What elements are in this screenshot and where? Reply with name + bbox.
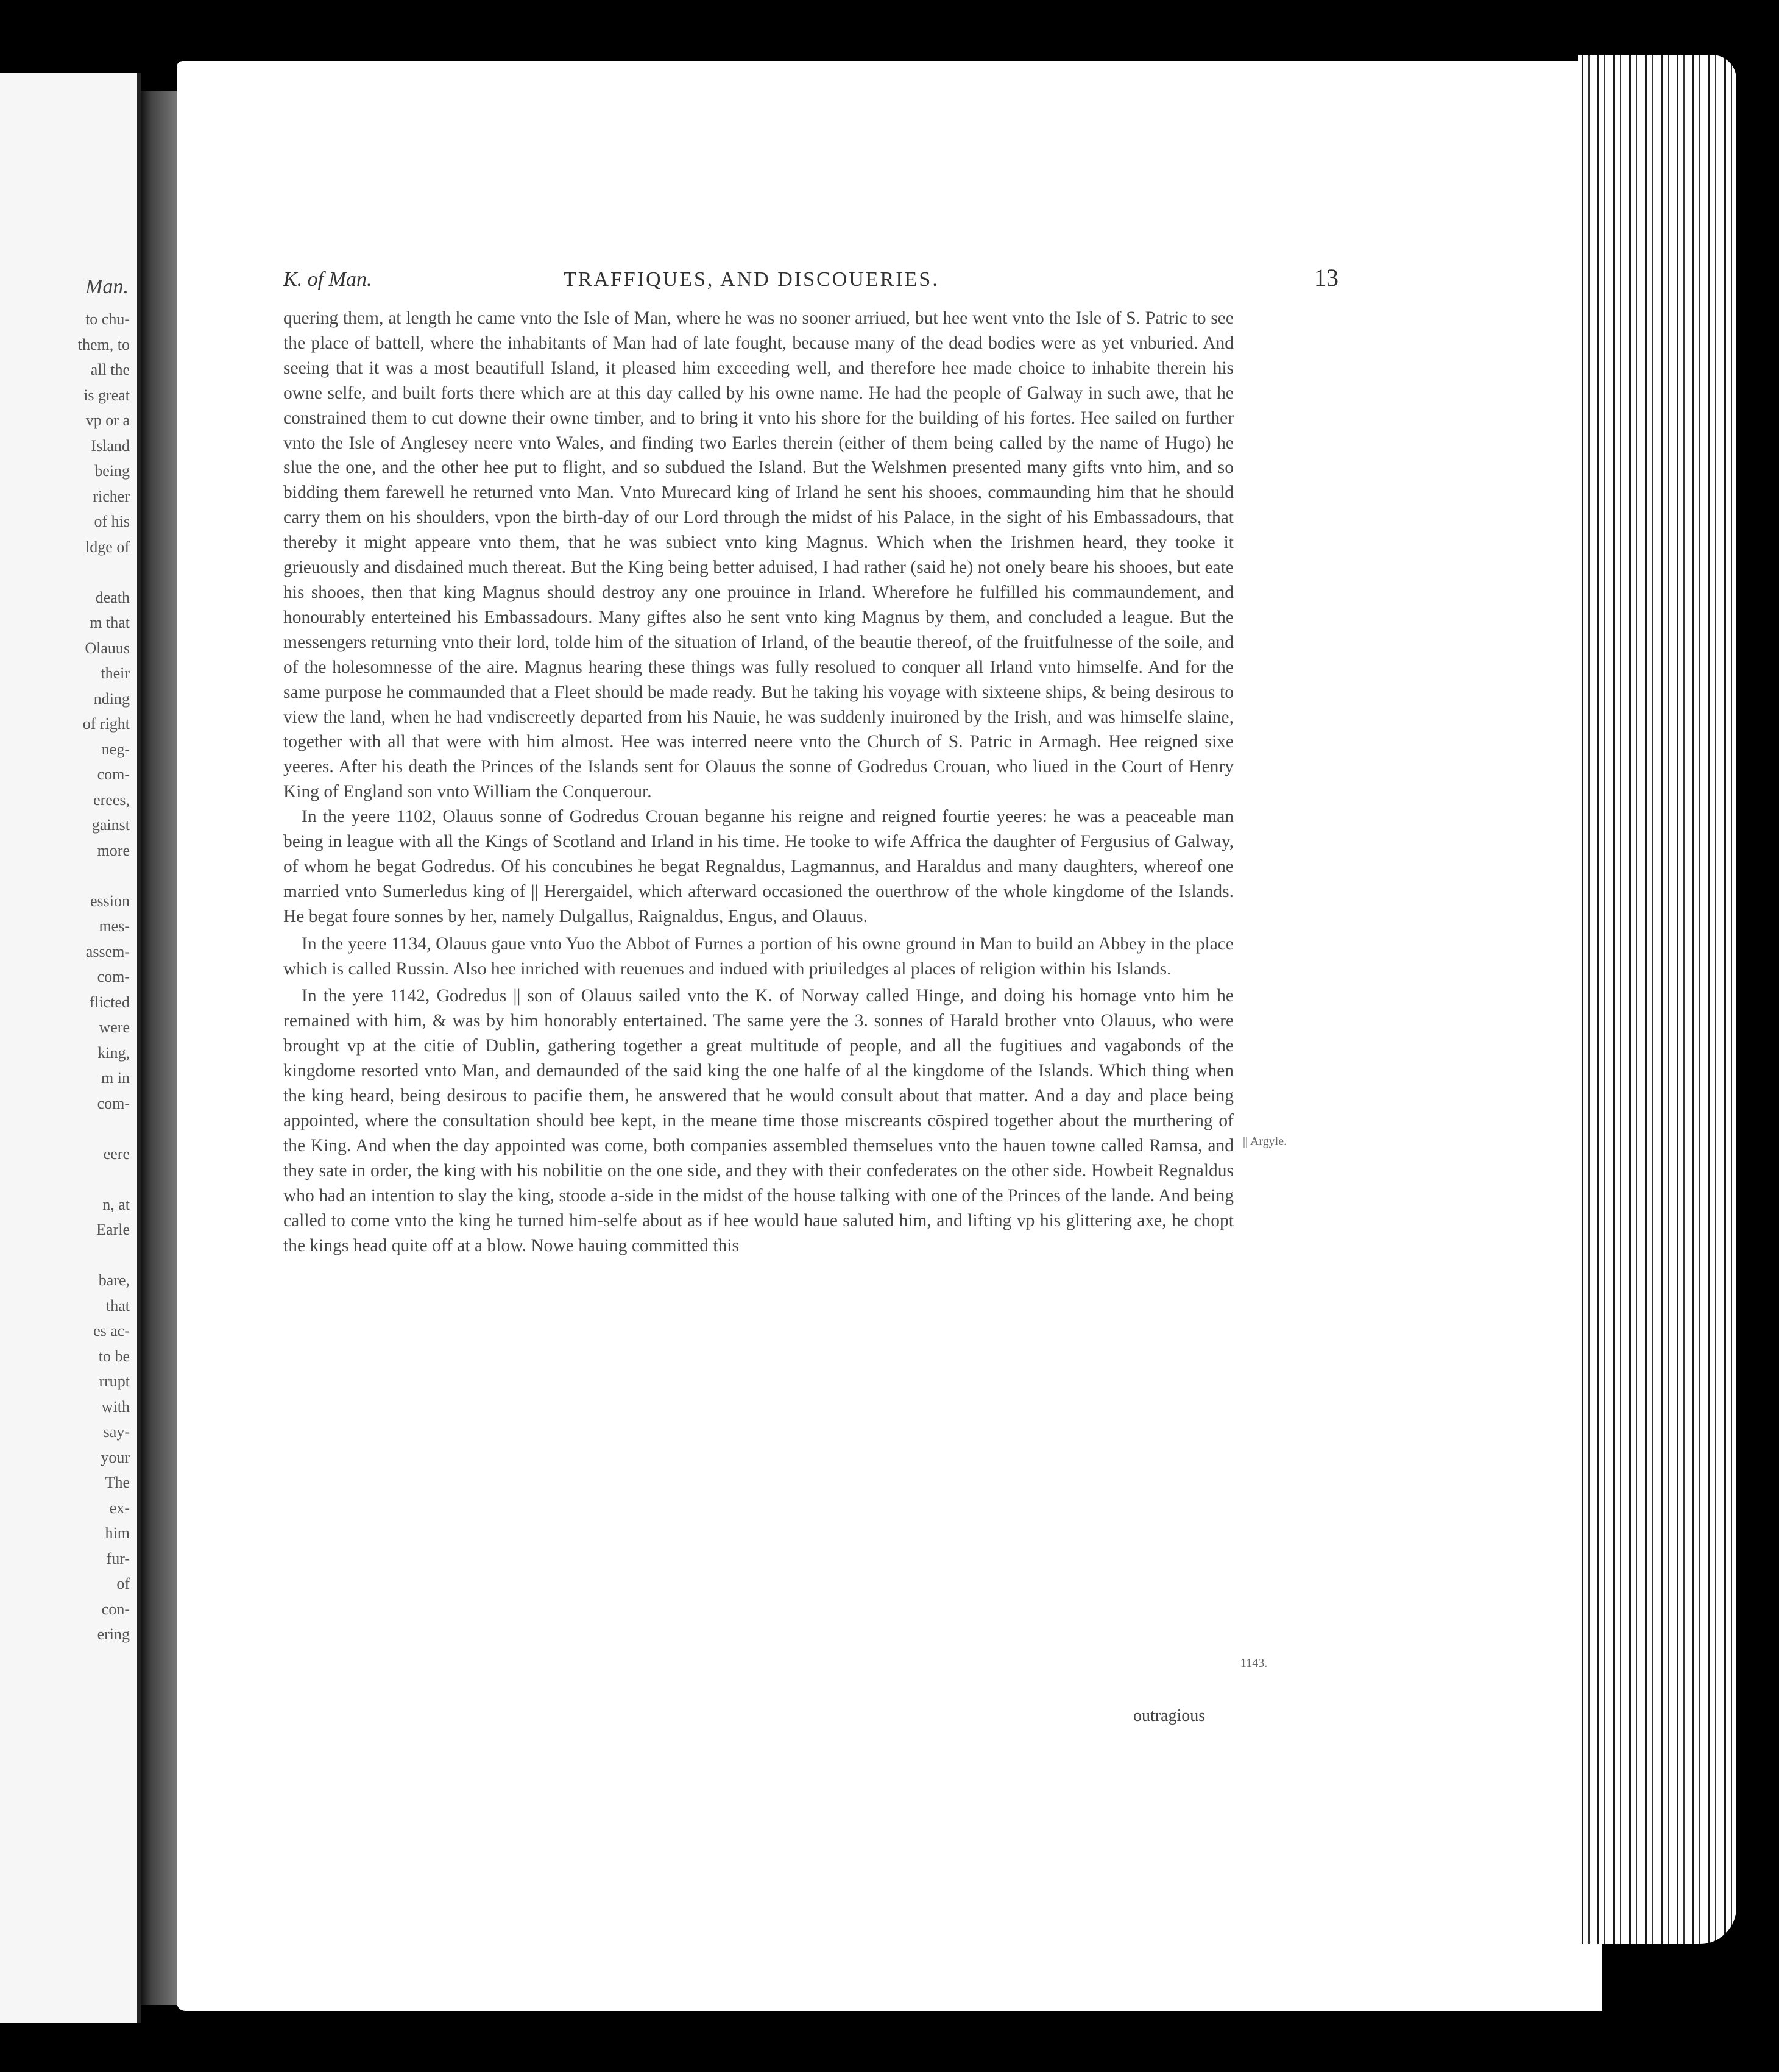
left-page-line: is great <box>83 386 130 404</box>
left-page-line: bare, <box>98 1271 130 1289</box>
left-page-line: flicted <box>89 993 130 1011</box>
running-head <box>283 264 1339 305</box>
left-page-line: all the <box>90 361 130 378</box>
book-fore-edge <box>1578 55 1736 1944</box>
left-page-line: him <box>105 1524 130 1542</box>
paragraph: In the yere 1142, Godredus || son of Olauus sailed vnto the K. of Norway called Hinge, and doing his homage vnto him he remained with him, & was by him honorably entertained. The same yere the 3. sonnes of Harald brother vnto Olauus, who were brought vp at the citie of Dublin, gathering together a great multitude of people, and all the fugitiues and vagabonds of the kingdome resorted vnto Man, and demaunded of the said king the one halfe of al the kingdome of the Islands. Which thing when the king heard, being desirous to pacifie them, he answered that he would consult about that matter. And a day and place being appointed, where the consultation should bee kept, in the meane time those miscreants cōspired together about the murthering of the King. And when the day appointed was come, both companies assembled themselues vnto the hauen towne called Ramsa, and they sate in order, the king with his nobilitie on the one side, and they with their confederates on the other side. Howbeit Regnaldus who had an intention to slay the king, stoode a-side in the midst of the house talking with one of the Princes of the lande. And being called to come vnto the king he turned him-selfe about as if hee would haue saluted him, and lifting vp his glittering axe, he chopt the kings head quite off at a blow. Nowe hauing committed this <box>283 986 1234 1255</box>
left-page-line: ering <box>97 1625 130 1643</box>
margin-note-argyle: || Argyle. <box>1243 1135 1287 1148</box>
left-page-line: com- <box>97 968 130 985</box>
left-page-line: m in <box>101 1069 130 1087</box>
left-page-line <box>44 1116 130 1141</box>
paragraph: In the yeere 1102, Olauus sonne of Godredus Crouan beganne his reigne and reigned fourtie yeeres: he was a peaceable man being in league with all the Kings of Scotland and Irland in his time. He tooke to wife Affrica the daughter of Fergusius of Galway, of whom he begat Godredus. Of his concubines he begat Regnaldus, Lagmannus, and Haraldus and many daughters, whereof one married vnto Sumerledus king of || Herergaidel, which afterward occasioned the ouerthrow of the whole kingdome of the Islands. He begat foure sonnes by her, namely Dulgallus, Raignaldus, Engus, and Olauus. <box>283 807 1234 926</box>
left-page-line: n, at <box>102 1195 130 1213</box>
page-number: 13 <box>1314 264 1339 291</box>
left-page-line: with <box>101 1397 130 1416</box>
left-page-line: more <box>97 841 130 859</box>
left-page-line: say- <box>103 1423 130 1441</box>
left-page-line: king, <box>97 1043 130 1062</box>
left-page-line: of his <box>94 513 130 530</box>
left-page-line: Earle <box>96 1221 130 1238</box>
left-page-line: es ac- <box>93 1322 130 1339</box>
left-page-line: vp or a <box>85 411 130 429</box>
left-page-line: their <box>101 664 130 682</box>
left-page-line <box>44 863 130 889</box>
catch-word: outragious <box>1133 1706 1206 1725</box>
left-page-line: con- <box>101 1600 130 1618</box>
left-page-line: death <box>95 588 130 606</box>
left-page-text-fragments <box>44 307 130 1647</box>
left-page-line: eere <box>103 1144 130 1163</box>
left-page-line: were <box>99 1018 130 1036</box>
left-page-line: to chu- <box>85 310 130 328</box>
left-page-line: of <box>116 1575 130 1592</box>
left-page-line: com- <box>97 765 130 783</box>
left-facing-page <box>0 73 141 2023</box>
left-page-line <box>44 1166 130 1192</box>
left-page-line: ex- <box>109 1499 130 1517</box>
paragraph: quering them, at length he came vnto the Isle of Man, where he was no sooner arriued, but hee went vnto the Isle of S. Patric to see the place of battell, where the inhabitants of Man had of late fought, because many of the dead bodies were as yet vnburied. And seeing that it was a most beautifull Island, it pleased him exceeding well, and therefore hee made choice to inhabite therein his owne selfe, and built forts there which are at this day called by his owne name. He had the people of Galway in such awe, that he constrained them to cut downe their owne timber, and to bring it vnto his shore for the building of his fortes. Hee sailed on further vnto the Isle of Anglesey neere vnto Wales, and finding two Earles therein (either of them being called by the name of Hugo) he slue the one, and the other hee put to flight, and so subdued the Island. But the Welshmen presented many gifts vnto him, and so bidding them farewell he returned vnto Man. Vnto Murecard king of Irland he sent his shooes, commaunding him that he should carry them on his shoulders, vpon the birth-day of our Lord through the midst of his Palace, in the sight of his Embassadours, that thereby it might appeare vnto them, that he was subiect vnto king Magnus. Which when the Irishmen heard, they tooke it grieuously and disdained much thereat. But the King being better aduised, I had rather (said he) not onely beare his shooes, but eate his shooes, then that king Magnus should destroy any one prouince in Irland. Wherefore he fulfilled his commaundement, and honourably enterteined his Embassadours. Many giftes also he sent vnto king Magnus by them, and concluded a league. But the messengers returning vnto their lord, tolde him of the situation of Irland, of the beautie thereof, of the fruitfulnesse of the soile, and of the holesomnesse of the aire. Magnus hearing these things was fully resolued to conquer all Irland vnto himselfe. And for the same purpose he commaunded that a Fleet should be made ready. But he taking his voyage with sixteene ships, & being desirous to view the land, when he had vndiscreetly departed from his Nauie, he was suddenly inuironed by the Irish, and was himselfe slaine, together with all that were with him almost. Hee was interred neere vnto the Church of S. Patric in Armagh. Hee reigned sixe yeeres. After his death the Princes of the Islands sent for Olauus the sonne of Godredus Crouan, who liued in the Court of Henry King of England son vnto William the Conquerour. <box>283 308 1234 802</box>
running-head-title: TRAFFIQUES, AND DISCOUERIES. <box>564 268 939 291</box>
book-gutter <box>141 91 177 2005</box>
left-page-line: of right <box>82 715 130 733</box>
left-page-line: richer <box>93 487 130 505</box>
body-text <box>283 306 1234 1258</box>
left-page-line: ldge of <box>85 538 130 556</box>
left-page-line: them, to <box>77 335 130 353</box>
running-head-left: K. of Man. <box>283 268 372 291</box>
left-page-line: rrupt <box>99 1372 130 1390</box>
left-page-line: gainst <box>91 816 130 834</box>
left-page-line: that <box>106 1296 130 1315</box>
left-page-line: Olauus <box>85 639 130 657</box>
left-page-line: neg- <box>101 740 130 758</box>
margin-note-year: 1143. <box>1240 1656 1268 1670</box>
left-page-running-head: Man. <box>85 275 129 298</box>
left-page-line: nding <box>93 689 130 708</box>
left-page-line: assem- <box>85 942 130 960</box>
left-page-line: ession <box>90 892 130 910</box>
left-page-line: The <box>105 1474 130 1491</box>
left-page-line <box>44 1243 130 1268</box>
left-page-line <box>44 559 130 585</box>
left-page-line: being <box>94 462 130 480</box>
left-page-line: fur- <box>106 1549 130 1567</box>
left-page-line: com- <box>97 1094 130 1112</box>
left-page-line: your <box>101 1448 130 1466</box>
left-page-line: to be <box>98 1347 130 1365</box>
left-page-line: erees, <box>93 790 130 809</box>
left-page-line: mes- <box>99 917 130 935</box>
left-page-line: m that <box>90 614 130 631</box>
left-page-line: Island <box>91 436 130 455</box>
paragraph: In the yeere 1134, Olauus gaue vnto Yuo the Abbot of Furnes a portion of his owne ground in Man to build an Abbey in the place which is called Russin. Also hee inriched with reuenues and indued with priuiledges al places of religion within his Islands. <box>283 934 1234 979</box>
